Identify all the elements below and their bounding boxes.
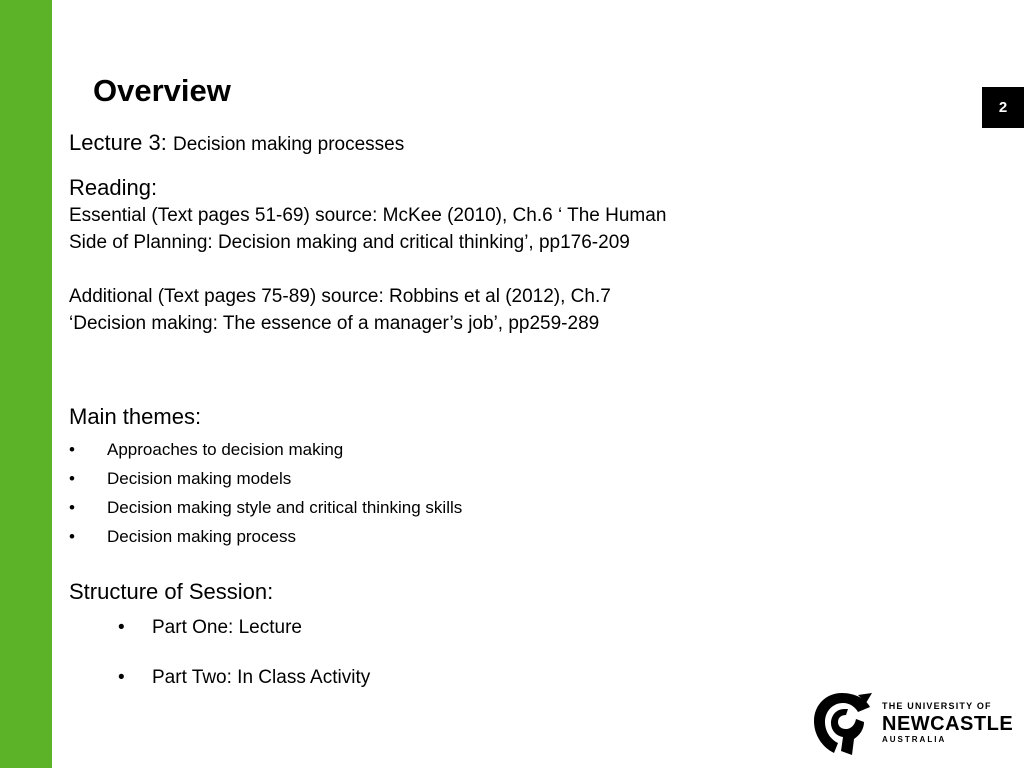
logo-line-2: NEWCASTLE [882,713,1014,735]
list-item: • Decision making process [69,522,829,551]
structure-heading: Structure of Session: [69,579,274,604]
themes-list [69,435,829,551]
accent-bar [0,0,52,768]
themes-heading: Main themes: [69,404,202,429]
slide-number-badge [982,87,1024,128]
seahorse-icon [808,689,876,757]
logo-line-1: THE UNIVERSITY OF [882,701,992,711]
list-item: • Approaches to decision making [69,435,829,464]
list-item: • Part Two: In Class Activity [69,664,829,692]
lecture-line [69,128,829,160]
reading-essential-line: Side of Planning: Decision making and critical thinking’, pp176-209 [69,232,630,253]
reading-heading: Reading: [69,175,158,200]
lecture-label: Lecture 3: [69,130,167,155]
reading-essential-line: Essential (Text pages 51-69) source: McKee (2010), Ch.6 ‘ The Human [69,205,667,226]
list-item: • Decision making models [69,464,829,493]
slide-number: 2 [998,99,1008,116]
list-item: • Part One: Lecture [69,614,829,642]
university-logo [808,688,1014,758]
reading-additional-line: Additional (Text pages 75-89) source: Robbins et al (2012), Ch.7 [69,286,611,307]
lecture-topic: Decision making processes [172,134,405,155]
logo-line-3: AUSTRALIA [882,735,947,744]
structure-list [69,614,829,692]
reading-additional-line: ‘Decision making: The essence of a manager’s job’, pp259-289 [69,313,600,334]
slide-content [69,128,829,692]
list-item: • Decision making style and critical thinking skills [69,493,829,522]
slide-title: Overview [93,73,231,108]
logo-text [882,702,1013,744]
